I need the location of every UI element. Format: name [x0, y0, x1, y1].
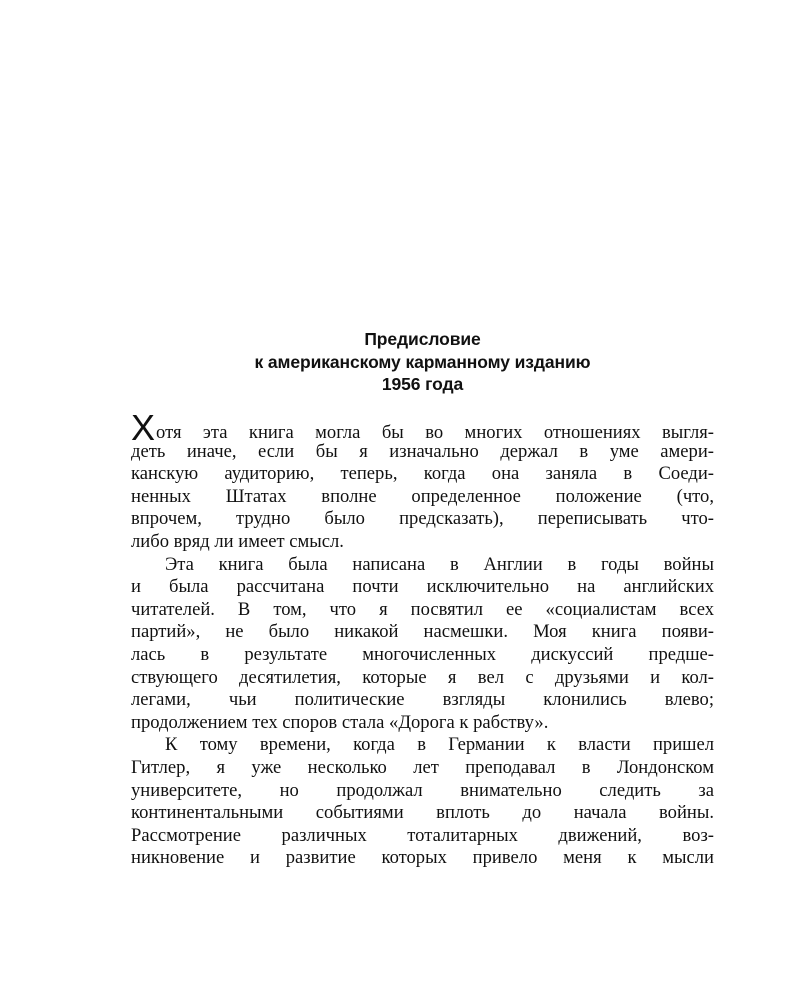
text-line: продолжением тех споров стала «Дорога к рабству». [131, 711, 549, 733]
text-line: легами, чьи политические взгляды клонились влево; [131, 689, 714, 711]
text-line: Рассмотрение различных тоталитарных движений, воз- [131, 824, 714, 846]
text-line-content: отя эта книга могла бы во многих отношениях выгля- [156, 422, 714, 443]
text-line: К тому времени, когда в Германии к власти пришел [165, 734, 714, 756]
text-line: либо вряд ли имеет смысл. [131, 530, 344, 552]
text-line: читателей. В том, что я посвятил ее «социалистам всех [131, 598, 714, 620]
text-line: канскую аудиторию, теперь, когда она заняла в Соеди- [131, 463, 714, 485]
heading-line-2: к американскому карманному изданию [254, 351, 591, 372]
text-line: континентальными событиями вплоть до начала войны. [131, 802, 714, 824]
text-line [131, 407, 714, 448]
text-line: лась в результате многочисленных дискуссий предше- [131, 643, 714, 665]
heading-line-3: 1956 года [381, 374, 464, 394]
text-line: деть иначе, если бы я изначально держал в уме амери- [131, 440, 714, 462]
preface-heading [0, 328, 800, 396]
text-line: Эта книга была написана в Англии в годы войны [165, 553, 714, 575]
text-line: ненных Штатах вполне определенное положение (что, [131, 485, 714, 507]
text-line: никновение и развитие которых привело меня к мысли [131, 847, 714, 869]
paragraph-2 [131, 554, 714, 735]
text-line: впрочем, трудно было предсказать), переписывать что- [131, 508, 714, 530]
paragraph-1 [131, 407, 714, 554]
text-line: университете, но продолжал внимательно следить за [131, 779, 714, 801]
text-line: Гитлер, я уже несколько лет преподавал в Лондонском [131, 756, 714, 778]
text-line: и была рассчитана почти исключительно на английских [131, 576, 714, 598]
heading-line-1: Предисловие [364, 329, 481, 349]
drop-cap: Х [131, 407, 156, 448]
paragraph-3 [131, 734, 714, 870]
text-line: партий», не было никакой насмешки. Моя книга появи- [131, 621, 714, 643]
text-line: ствующего десятилетия, которые я вел с друзьями и кол- [131, 666, 714, 688]
body-text [131, 407, 714, 870]
